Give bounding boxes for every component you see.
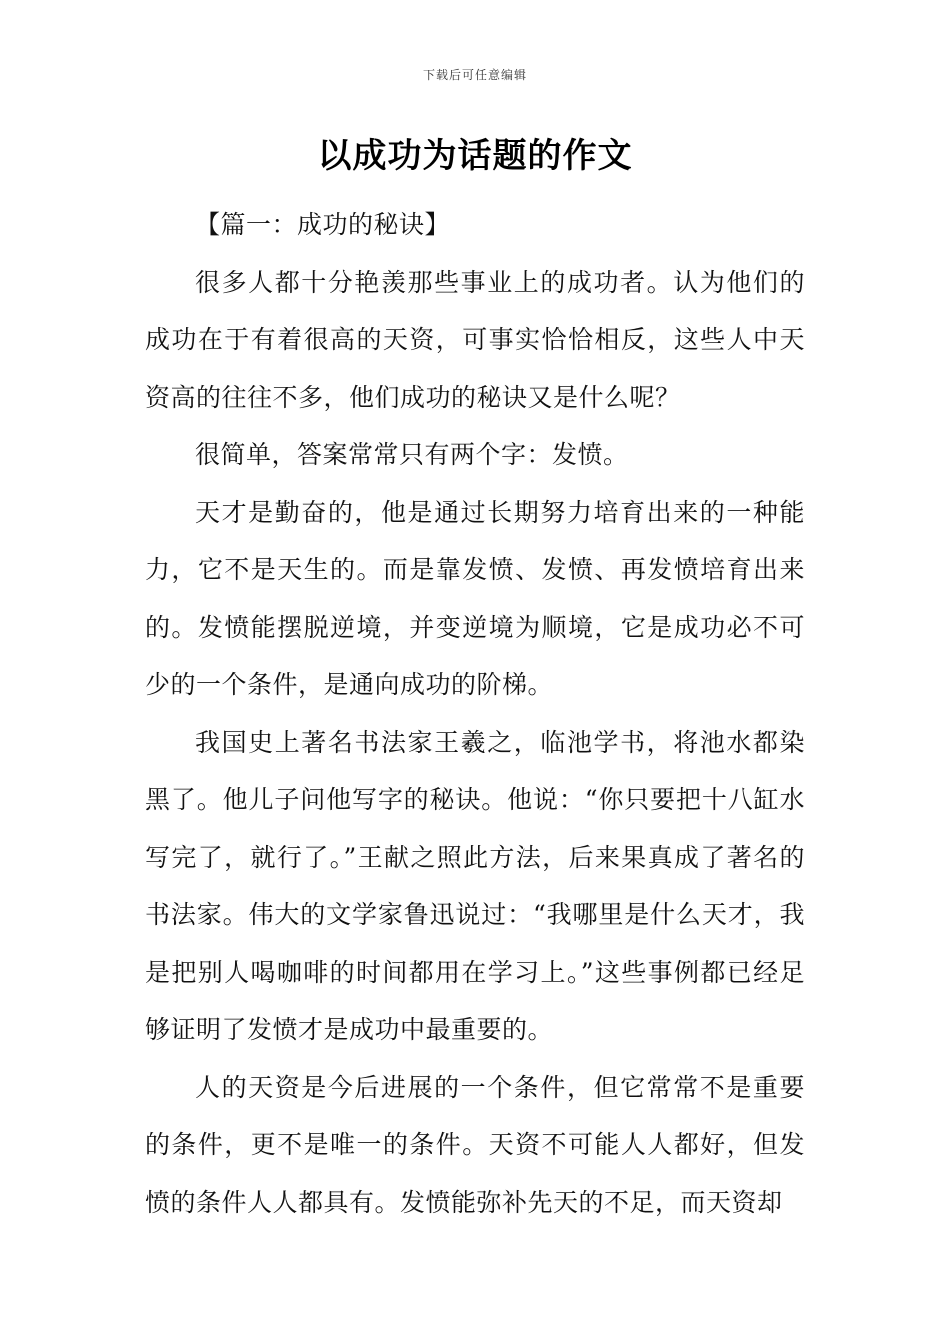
paragraph: 天才是勤奋的，他是通过长期努力培育出来的一种能力，它不是天生的。而是靠发愤、发愤、再发愤培育出来的。发愤能摆脱逆境，并变逆境为顺境，它是成功必不可少的一个条件，是通向成功的阶梯。 xyxy=(145,497,805,699)
paragraph: 我国史上著名书法家王羲之，临池学书，将池水都染黑了。他儿子问他写字的秘诀。他说：“你只要把十八缸水写完了，就行了。”王献之照此方法，后来果真成了著名的书法家。伟大的文学家鲁迅说过：“我哪里是什么天才，我是把别人喝咖啡的时间都用在学习上。”这些事例都已经足够证明了发愤才是成功中最重要的。 xyxy=(145,727,805,1044)
document-body xyxy=(145,196,805,1231)
paragraph: 人的天资是今后进展的一个条件，但它常常不是重要的条件，更不是唯一的条件。天资不可能人人都好，但发愤的条件人人都具有。发愤能弥补先天的不足，而天资却 xyxy=(145,1072,805,1217)
paragraph: 很简单，答案常常只有两个字：发愤。 xyxy=(195,440,629,469)
document-title: 以成功为话题的作文 xyxy=(317,136,633,176)
section-heading: 【篇一：成功的秘诀】 xyxy=(195,210,451,239)
header-note: 下载后可任意编辑 xyxy=(422,68,527,82)
paragraph: 很多人都十分艳羡那些事业上的成功者。认为他们的成功在于有着很高的天资，可事实恰恰相反，这些人中天资高的往往不多，他们成功的秘诀又是什么呢？ xyxy=(145,267,805,412)
